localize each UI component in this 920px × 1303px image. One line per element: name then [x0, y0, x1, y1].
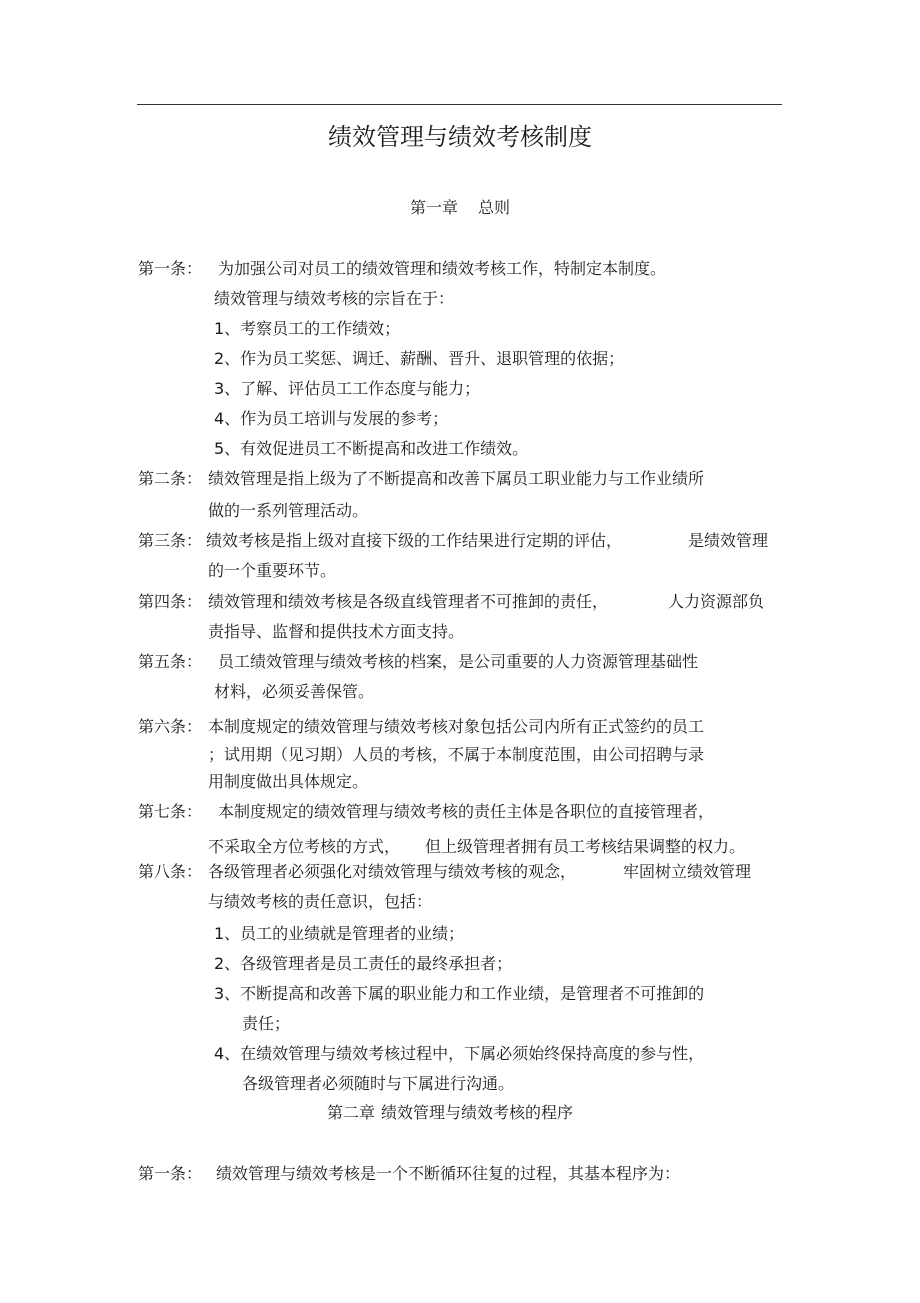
chapter-2-name: 绩效管理与绩效考核的程序 — [381, 1103, 574, 1122]
article-2-label: 第二条： — [138, 469, 203, 488]
article-1-label: 第一条： — [138, 259, 203, 278]
article-4-line: 绩效管理和绩效考核是各级直线管理者不可推卸的责任， — [208, 592, 609, 611]
chapter-2-article-1-text: 绩效管理与绩效考核是一个不断循环往复的过程，其基本程序为： — [216, 1164, 681, 1183]
article-5-line: 员工绩效管理与绩效考核的档案，是公司重要的人力资源管理基础性 — [218, 652, 699, 671]
article-1-item: 3、了解、评估员工工作态度与能力； — [214, 379, 481, 398]
article-4-line: 人力资源部负 — [668, 592, 765, 611]
article-7-line: 不采取全方位考核的方式， — [208, 837, 401, 856]
chapter-1-name: 总则 — [478, 198, 511, 217]
header-rule — [137, 104, 782, 105]
article-1-text: 为加强公司对员工的绩效管理和绩效考核工作，特制定本制度。 — [218, 259, 667, 278]
article-1-item: 4、作为员工培训与发展的参考； — [214, 409, 449, 428]
chapter-1-label: 第一章 — [409, 198, 458, 217]
article-6-line: 用制度做出具体规定。 — [208, 772, 369, 791]
article-7-line: 但上级管理者拥有员工考核结果调整的权力。 — [425, 837, 746, 856]
article-2-line: 做的一系列管理活动。 — [208, 501, 369, 520]
article-4-label: 第四条： — [138, 592, 203, 611]
article-4-line: 责指导、监督和提供技术方面支持。 — [208, 622, 465, 641]
article-3-line: 是绩效管理 — [688, 531, 769, 550]
article-5-label: 第五条： — [138, 652, 203, 671]
article-5-line: 材料，必须妥善保管。 — [214, 682, 375, 701]
article-8-label: 第八条： — [138, 862, 203, 881]
article-8-item: 各级管理者必须随时与下属进行沟通。 — [242, 1074, 515, 1093]
article-8-item: 2、各级管理者是员工责任的最终承担者； — [214, 954, 513, 973]
article-8-line: 牢固树立绩效管理 — [623, 862, 752, 881]
article-7-label: 第七条： — [138, 802, 203, 821]
article-7-line: 本制度规定的绩效管理与绩效考核的责任主体是各职位的直接管理者， — [218, 802, 715, 821]
article-8-line: 与绩效考核的责任意识，包括： — [208, 892, 433, 911]
article-3-label: 第三条： — [138, 531, 203, 550]
chapter-1-heading — [0, 198, 920, 218]
article-8-item: 责任； — [242, 1014, 291, 1033]
document-title: 绩效管理与绩效考核制度 — [328, 123, 592, 151]
article-3-line: 绩效考核是指上级对直接下级的工作结果进行定期的评估， — [206, 531, 623, 550]
article-8-item: 1、员工的业绩就是管理者的业绩； — [214, 924, 465, 943]
article-1-item: 1、考察员工的工作绩效； — [214, 319, 401, 338]
chapter-2-article-1-label: 第一条： — [138, 1164, 203, 1183]
article-3-line: 的一个重要环节。 — [208, 561, 337, 580]
article-1-item: 2、作为员工奖惩、调迁、薪酬、晋升、退职管理的依据； — [214, 349, 625, 368]
article-8-line: 各级管理者必须强化对绩效管理与绩效考核的观念， — [208, 862, 577, 881]
article-2-line: 绩效管理是指上级为了不断提高和改善下属员工职业能力与工作业绩所 — [208, 469, 705, 488]
article-8-item: 4、在绩效管理与绩效考核过程中，下属必须始终保持高度的参与性， — [214, 1044, 705, 1063]
article-6-line: ；试用期（见习期）人员的考核，不属于本制度范围，由公司招聘与录 — [208, 745, 705, 764]
article-8-item: 3、不断提高和改善下属的职业能力和工作业绩，是管理者不可推卸的 — [214, 984, 705, 1003]
article-1-intro: 绩效管理与绩效考核的宗旨在于： — [214, 289, 455, 308]
article-1-item: 5、有效促进员工不断提高和改进工作绩效。 — [214, 439, 529, 458]
article-6-label: 第六条： — [138, 717, 203, 736]
article-6-line: 本制度规定的绩效管理与绩效考核对象包括公司内所有正式签约的员工 — [208, 717, 705, 736]
chapter-2-label: 第二章 — [326, 1103, 375, 1122]
chapter-2-heading — [0, 1103, 900, 1123]
